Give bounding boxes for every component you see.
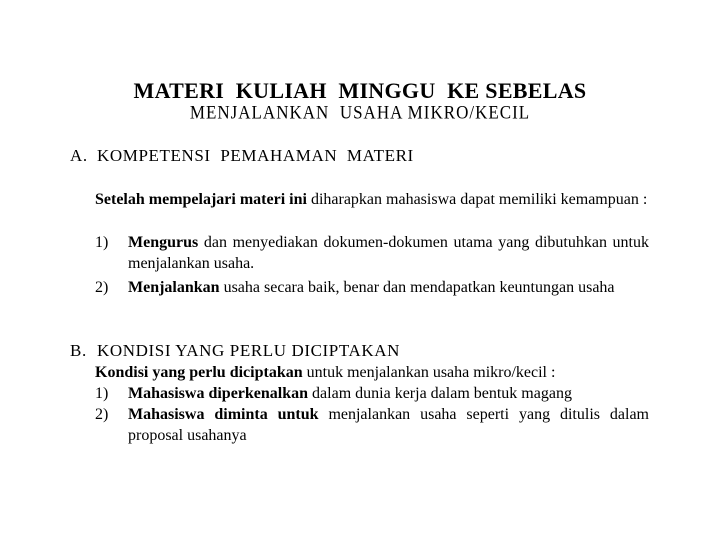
list-item-rest: dalam dunia kerja dalam bentuk magang (308, 385, 572, 402)
list-item-bold: Mahasiswa diminta untuk (128, 406, 319, 423)
section-a-intro-bold: Setelah mempelajari materi ini (95, 191, 307, 208)
section-b-intro-bold: Kondisi yang perlu diciptakan (95, 364, 303, 381)
list-item (95, 383, 649, 404)
section-a-intro-text: diharapkan mahasiswa dapat memiliki kemampuan : (306, 191, 648, 208)
section-a-letter: A. (70, 146, 88, 165)
section-a-list (95, 232, 649, 301)
section-b-title: KONDISI YANG PERLU DICIPTAKAN (97, 341, 400, 360)
section-b-heading (70, 341, 400, 361)
list-item-number: 2) (95, 406, 109, 423)
list-item-number: 1) (95, 234, 109, 251)
section-b-letter: B. (70, 341, 87, 360)
list-item-text (128, 232, 649, 274)
section-b-list (95, 383, 649, 446)
list-item-number: 1) (95, 385, 109, 402)
list-item-bold: Menjalankan (128, 279, 220, 296)
slide-subtitle: MENJALANKAN USAHA MIKRO/KECIL (189, 102, 531, 123)
section-a-title: KOMPETENSI PEMAHAMAN MATERI (97, 146, 414, 165)
list-item (95, 277, 649, 298)
list-item-rest: dan menyediakan dokumen-dokumen utama yang dibutuhkan untuk menjalankan usaha. (128, 234, 649, 272)
list-item (95, 404, 649, 446)
list-item-bold: Mengurus (128, 234, 199, 251)
list-item-text (128, 383, 649, 404)
list-item-rest: menjalankan usaha seperti yang ditulis dalam proposal usahanya (128, 406, 649, 444)
list-item-text (128, 277, 649, 298)
list-item-bold: Mahasiswa diperkenalkan (128, 385, 309, 402)
list-item-number: 2) (95, 279, 109, 296)
section-a-intro (95, 189, 649, 210)
slide-title: MATERI KULIAH MINGGU KE SEBELAS (133, 78, 587, 103)
section-b-intro-text: untuk menjalankan usaha mikro/kecil : (302, 364, 556, 381)
section-a-heading (70, 146, 414, 166)
list-item-rest: usaha secara baik, benar dan mendapatkan keuntungan usaha (219, 279, 615, 296)
section-b-intro (95, 362, 649, 383)
list-item (95, 232, 649, 274)
list-item-text (128, 404, 649, 446)
